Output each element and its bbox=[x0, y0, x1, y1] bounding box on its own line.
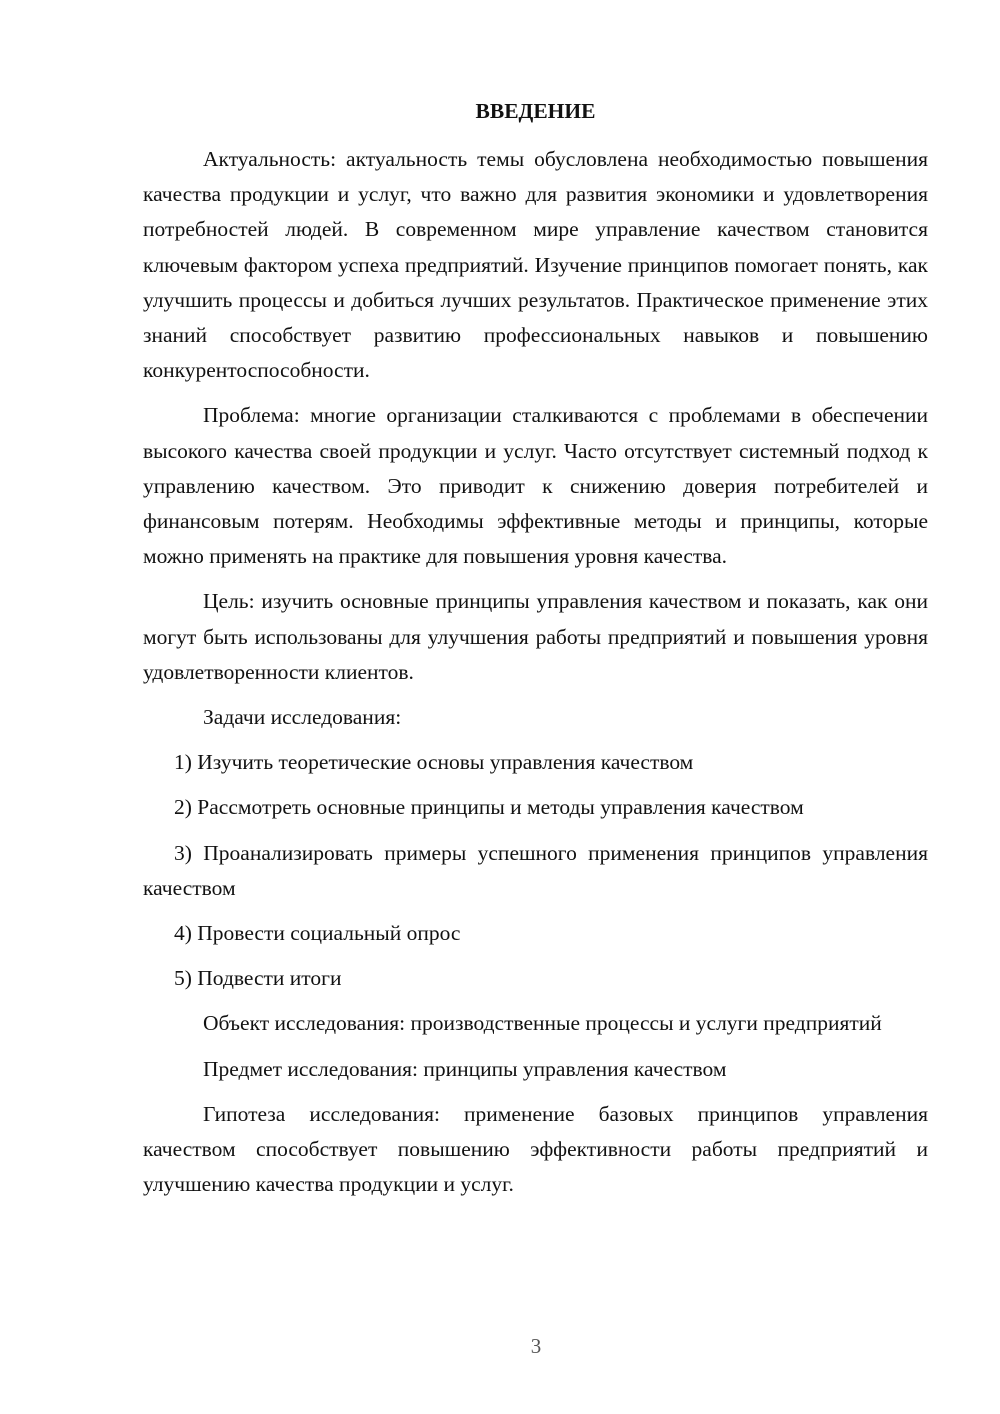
object-paragraph: Объект исследования: производственные процессы и услуги предприятий bbox=[203, 1011, 882, 1036]
page-content bbox=[143, 94, 928, 1212]
hypothesis-paragraph: Гипотеза исследования: применение базовых принципов управления качеством способствует повышению эффективности работы предприятий и улучшению качества продукции и услуг. bbox=[143, 1101, 928, 1197]
task-item: 5) Подвести итоги bbox=[174, 966, 342, 991]
task-item: 1) Изучить теоретические основы управления качеством bbox=[174, 750, 694, 775]
subject-paragraph: Предмет исследования: принципы управления качеством bbox=[203, 1056, 727, 1081]
tasks-heading: Задачи исследования: bbox=[203, 705, 402, 730]
page-number: 3 bbox=[530, 1334, 542, 1358]
task-item: 2) Рассмотреть основные принципы и методы управления качеством bbox=[174, 795, 804, 820]
relevance-paragraph: Актуальность: актуальность темы обусловлена необходимостью повышения качества продукции и услуг, что важно для развития экономики и удовлетворения потребностей людей. В современном мире управление качеством становится ключевым фактором успеха предприятий. Изучение принципов помогает понять, как улучшить процессы и добиться лучших результатов. Практическое применение этих знаний способствует развитию профессиональных навыков и повышению конкурентоспособности. bbox=[143, 147, 928, 383]
goal-paragraph: Цель: изучить основные принципы управления качеством и показать, как они могут быть использованы для улучшения работы предприятий и повышения уровня удовлетворенности клиентов. bbox=[143, 589, 928, 684]
task-item: 3) Проанализировать примеры успешного применения принципов управления качеством bbox=[143, 840, 928, 900]
task-item: 4) Провести социальный опрос bbox=[174, 921, 461, 946]
page-title: ВВЕДЕНИЕ bbox=[475, 99, 596, 123]
problem-paragraph: Проблема: многие организации сталкиваются с проблемами в обеспечении высокого качества своей продукции и услуг. Часто отсутствует системный подход к управлению качеством. Это приводит к снижению доверия потребителей и финансовым потерям. Необходимы эффективные методы и принципы, которые можно применять на практике для повышения уровня качества. bbox=[143, 403, 928, 569]
